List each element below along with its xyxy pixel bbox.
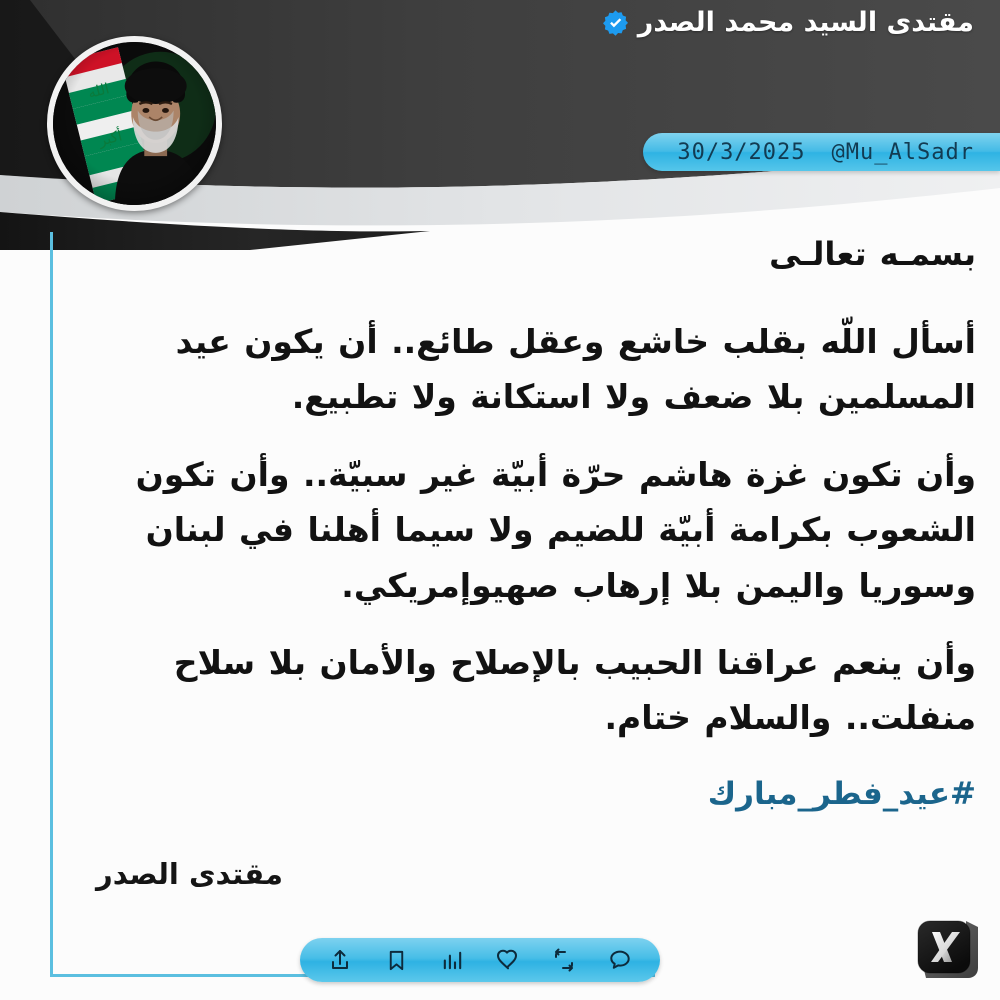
verified-badge-icon <box>602 9 629 36</box>
retweet-icon[interactable] <box>551 947 577 973</box>
bismillah-line: بسمـه تعالـى <box>769 235 976 273</box>
reply-icon[interactable] <box>607 947 633 973</box>
avatar[interactable] <box>47 36 222 211</box>
avatar-portrait-iraqi-flag <box>53 42 216 205</box>
post-body <box>46 228 976 820</box>
x-logo-icon[interactable] <box>910 912 984 986</box>
account-handle[interactable]: @Mu_AlSadr <box>831 139 974 165</box>
analytics-icon[interactable] <box>439 947 465 973</box>
account-name-label: مقتدى السيد محمد الصدر <box>637 7 974 38</box>
bookmark-icon[interactable] <box>383 947 409 973</box>
author-signature: مقتدى الصدر <box>96 857 283 891</box>
post-date: 30/3/2025 <box>677 139 806 165</box>
post-paragraph-2: وأن تكون غزة هاشم حرّة أبيّة غير سبيّة.. وأن تكون الشعوب بكرامة أبيّة للضيم ولا سيما أهلنا في لبنان وسوريا واليمن بلا إرهاب صهيوإمريكي. <box>135 454 976 605</box>
share-icon[interactable] <box>327 947 353 973</box>
action-bar <box>300 938 660 982</box>
account-name-block[interactable] <box>602 7 974 38</box>
heart-icon[interactable] <box>495 947 521 973</box>
post-hashtag[interactable]: #عيد_فطر_مبارك <box>707 775 976 812</box>
post-paragraph-1: أسأل اللّه بقلب خاشع وعقل طائع.. أن يكون عيد المسلمين بلا ضعف ولا استكانة ولا تطبيع. <box>175 321 976 417</box>
post-paragraph-3: وأن ينعم عراقنا الحبيب بالإصلاح والأمان بلا سلاح منفلت.. والسلام ختام. <box>173 642 976 738</box>
date-handle-pill <box>643 133 1000 171</box>
